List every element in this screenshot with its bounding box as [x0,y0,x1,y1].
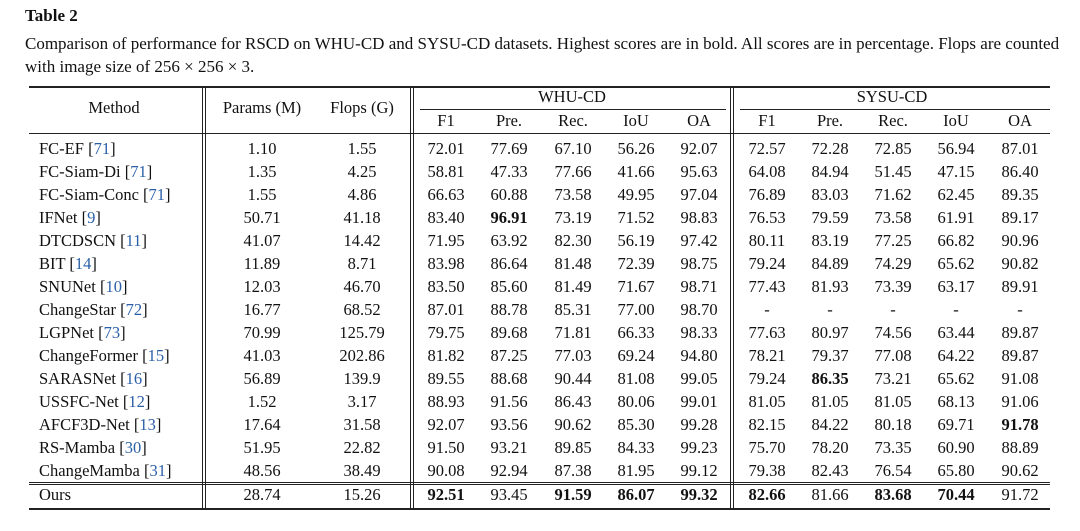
row-sysu-value: 88.89 [1001,438,1039,457]
ours-rule-1 [29,482,1050,483]
row-whu-value: 99.12 [680,461,718,480]
row-params: 28.74 [243,485,281,504]
header-whu-oa: OA [687,111,711,130]
row-whu-value: 98.33 [680,323,718,342]
row-whu-value: 86.43 [554,392,592,411]
row-params: 48.56 [243,461,281,480]
header-sysu-f1: F1 [758,111,776,130]
row-method: RS-Mamba [30] [39,438,147,457]
row-method: FC-Siam-Conc [71] [39,185,171,204]
row-flops: 4.25 [347,162,377,181]
row-sysu-value: 64.08 [748,162,786,181]
row-whu-value: 87.25 [490,346,528,365]
row-whu-value: 67.10 [554,139,592,158]
row-sysu-value: 51.45 [874,162,912,181]
row-whu-value: 98.70 [680,300,718,319]
row-whu-value: 83.50 [427,277,465,296]
row-sysu-value: 81.66 [811,485,849,504]
row-sysu-value: 47.15 [937,162,975,181]
row-method: USSFC-Net [12] [39,392,151,411]
row-whu-value: 99.01 [680,392,718,411]
row-whu-value: 90.62 [554,415,592,434]
row-sysu-value: 79.38 [748,461,786,480]
row-sysu-value: 83.19 [811,231,849,250]
row-sysu-value: 80.97 [811,323,849,342]
row-whu-value: 94.80 [680,346,718,365]
row-sysu-value: 82.15 [748,415,786,434]
row-params: 1.55 [247,185,277,204]
row-whu-value: 98.71 [680,277,718,296]
citation-link[interactable]: 9 [87,208,96,227]
row-params: 1.52 [247,392,277,411]
row-params: 1.35 [247,162,277,181]
row-whu-value: 79.75 [427,323,465,342]
row-sysu-value: 81.05 [874,392,912,411]
row-whu-value: 80.06 [617,392,655,411]
header-whu-rec: Rec. [558,111,588,130]
citation-link[interactable]: 15 [147,346,165,365]
row-method: ChangeFormer [15] [39,346,170,365]
row-sysu-value: 89.91 [1001,277,1039,296]
row-whu-value: 92.94 [490,461,528,480]
row-method: FC-EF [71] [39,139,116,158]
row-sysu-value: 84.22 [811,415,849,434]
row-sysu-value: 76.54 [874,461,912,480]
row-whu-value: 77.69 [490,139,528,158]
row-sysu-value: 77.08 [874,346,912,365]
row-whu-value: 99.32 [680,485,718,504]
row-params: 17.64 [243,415,281,434]
header-group-sysu: SYSU-CD [856,87,928,106]
row-sysu-value: 89.87 [1001,323,1039,342]
row-whu-value: 92.07 [680,139,718,158]
row-sysu-value: 72.85 [874,139,912,158]
bottom-rule [29,508,1050,510]
row-whu-value: 41.66 [617,162,655,181]
row-sysu-value: 81.93 [811,277,849,296]
row-whu-value: 83.98 [427,254,465,273]
row-sysu-value: 77.43 [748,277,786,296]
header-params: Params (M) [222,98,302,117]
row-whu-value: 99.23 [680,438,718,457]
row-whu-value: 81.49 [554,277,592,296]
row-flops: 15.26 [343,485,381,504]
row-whu-value: 86.07 [617,485,655,504]
row-whu-value: 69.24 [617,346,655,365]
row-whu-value: 84.33 [617,438,655,457]
row-whu-value: 82.30 [554,231,592,250]
row-whu-value: 81.08 [617,369,655,388]
citation-link[interactable]: 71 [130,162,147,181]
row-sysu-value: 89.35 [1001,185,1039,204]
row-sysu-value: - [953,300,959,319]
row-whu-value: 66.63 [427,185,465,204]
row-flops: 1.55 [347,139,377,158]
row-sysu-value: 91.06 [1001,392,1039,411]
row-whu-value: 88.78 [490,300,528,319]
row-sysu-value: 63.17 [937,277,975,296]
row-sysu-value: 70.44 [937,485,975,504]
row-sysu-value: 81.05 [748,392,786,411]
row-sysu-value: 68.13 [937,392,975,411]
row-sysu-value: 65.62 [937,254,975,273]
row-whu-value: 97.42 [680,231,718,250]
row-whu-value: 86.64 [490,254,528,273]
header-rule [29,133,1050,134]
row-whu-value: 99.05 [680,369,718,388]
sep-3b [733,88,734,508]
row-whu-value: 87.01 [427,300,465,319]
row-flops: 46.70 [343,277,381,296]
row-params: 50.71 [243,208,281,227]
row-params: 41.03 [243,346,281,365]
row-whu-value: 71.52 [617,208,655,227]
row-whu-value: 49.95 [617,185,655,204]
row-sysu-value: 73.35 [874,438,912,457]
row-whu-value: 97.04 [680,185,718,204]
citation-link[interactable]: 11 [125,231,142,250]
citation-link[interactable]: 12 [128,392,145,411]
header-method: Method [88,98,140,117]
row-sysu-value: 66.82 [937,231,975,250]
row-whu-value: 71.67 [617,277,655,296]
row-whu-value: 72.39 [617,254,655,273]
row-sysu-value: 81.05 [811,392,849,411]
sep-3a [730,88,731,508]
citation-link[interactable]: 71 [93,139,111,158]
row-flops: 125.79 [339,323,385,342]
row-sysu-value: 84.89 [811,254,849,273]
row-sysu-value: 76.53 [748,208,786,227]
row-sysu-value: 73.58 [874,208,912,227]
row-params: 12.03 [243,277,281,296]
row-method: SARASNet [16] [39,369,148,388]
row-sysu-value: 83.68 [874,485,912,504]
row-whu-value: 89.55 [427,369,465,388]
citation-link[interactable]: 30 [124,438,142,457]
row-whu-value: 77.00 [617,300,655,319]
row-sysu-value: 71.62 [874,185,912,204]
row-whu-value: 91.56 [490,392,528,411]
table-caption: Comparison of performance for RSCD on WHU-CD and SYSU-CD datasets. Highest scores are in bold. All scores are in percentage. Flops are counted with image size of 256 × 256 × 3. [25,34,1060,76]
row-whu-value: 71.95 [427,231,465,250]
row-sysu-value: 72.57 [748,139,786,158]
row-method: LGPNet [73] [39,323,126,342]
row-sysu-value: 90.82 [1001,254,1039,273]
header-sysu-iou: IoU [943,111,969,130]
row-sysu-value: 65.80 [937,461,975,480]
header-whu-pre: Pre. [495,111,523,130]
row-sysu-value: 77.25 [874,231,912,250]
row-whu-value: 77.66 [554,162,592,181]
sep-1b [205,88,206,508]
row-whu-value: 93.45 [490,485,528,504]
row-params: 41.07 [243,231,281,250]
row-flops: 8.71 [347,254,377,273]
row-whu-value: 85.30 [617,415,655,434]
row-whu-value: 87.38 [554,461,592,480]
row-whu-value: 60.88 [490,185,528,204]
row-whu-value: 73.19 [554,208,592,227]
citation-link[interactable]: 71 [148,185,166,204]
row-whu-value: 73.58 [554,185,592,204]
row-sysu-value: 83.03 [811,185,849,204]
row-params: 16.77 [243,300,281,319]
row-sysu-value: 75.70 [748,438,786,457]
row-sysu-value: 91.72 [1001,485,1039,504]
row-whu-value: 93.56 [490,415,528,434]
row-whu-value: 90.08 [427,461,465,480]
row-flops: 4.86 [347,185,377,204]
row-whu-value: 98.75 [680,254,718,273]
row-sysu-value: 74.56 [874,323,912,342]
row-whu-value: 88.93 [427,392,465,411]
row-sysu-value: 56.94 [937,139,975,158]
table-label: Table 2 [25,6,78,25]
row-whu-value: 85.31 [554,300,592,319]
whu-group-rule [420,109,726,110]
row-sysu-value: 86.40 [1001,162,1039,181]
row-method: BIT [14] [39,254,97,273]
header-whu-iou: IoU [623,111,649,130]
sep-2b [413,88,414,508]
row-method: AFCF3D-Net [13] [39,415,162,434]
row-whu-value: 92.07 [427,415,465,434]
row-whu-value: 58.81 [427,162,465,181]
row-params: 11.89 [243,254,281,273]
row-sysu-value: 64.22 [937,346,975,365]
row-sysu-value: 63.44 [937,323,975,342]
row-whu-value: 72.01 [427,139,465,158]
row-method: IFNet [9] [39,208,101,227]
row-sysu-value: 78.21 [748,346,786,365]
row-whu-value: 91.50 [427,438,465,457]
row-whu-value: 95.63 [680,162,718,181]
row-whu-value: 81.48 [554,254,592,273]
row-flops: 14.42 [343,231,381,250]
row-sysu-value: 90.62 [1001,461,1039,480]
header-whu-f1: F1 [437,111,455,130]
row-method: DTCDSCN [11] [39,231,148,250]
row-sysu-value: 87.01 [1001,139,1039,158]
row-whu-value: 81.82 [427,346,465,365]
row-flops: 41.18 [343,208,381,227]
row-sysu-value: 82.43 [811,461,849,480]
row-sysu-value: 65.62 [937,369,975,388]
row-whu-value: 88.68 [490,369,528,388]
row-flops: 202.86 [339,346,385,365]
row-sysu-value: 61.91 [937,208,975,227]
row-sysu-value: 79.37 [811,346,849,365]
row-sysu-value: - [764,300,770,319]
citation-link[interactable]: 13 [139,415,156,434]
row-flops: 31.58 [343,415,381,434]
row-sysu-value: 84.94 [811,162,849,181]
row-sysu-value: 79.24 [748,254,786,273]
row-whu-value: 71.81 [554,323,592,342]
row-whu-value: 91.59 [554,485,592,504]
row-flops: 38.49 [343,461,381,480]
row-sysu-value: 79.59 [811,208,849,227]
row-whu-value: 89.85 [554,438,592,457]
row-sysu-value: 82.66 [748,485,786,504]
row-method: Ours [39,485,72,504]
row-params: 51.95 [243,438,281,457]
row-whu-value: 90.44 [554,369,592,388]
row-sysu-value: 89.17 [1001,208,1039,227]
sysu-group-rule [740,109,1050,110]
sep-1a [202,88,203,508]
row-sysu-value: 76.89 [748,185,786,204]
row-sysu-value: 79.24 [748,369,786,388]
row-sysu-value: 72.28 [811,139,849,158]
header-flops: Flops (G) [330,98,394,117]
row-whu-value: 47.33 [490,162,528,181]
row-method: ChangeMamba [31] [39,461,172,480]
row-params: 1.10 [247,139,277,158]
row-sysu-value: 91.78 [1001,415,1039,434]
citation-link[interactable]: 16 [125,369,143,388]
row-sysu-value: - [827,300,833,319]
row-whu-value: 56.26 [617,139,655,158]
row-whu-value: 96.91 [490,208,528,227]
row-sysu-value: 86.35 [811,369,849,388]
row-whu-value: 63.92 [490,231,528,250]
row-sysu-value: 78.20 [811,438,849,457]
citation-link[interactable]: 73 [103,323,121,342]
row-sysu-value: 91.08 [1001,369,1039,388]
row-whu-value: 81.95 [617,461,655,480]
row-sysu-value: 80.18 [874,415,912,434]
row-whu-value: 89.68 [490,323,528,342]
row-sysu-value: - [1017,300,1023,319]
row-sysu-value: 69.71 [937,415,975,434]
row-whu-value: 56.19 [617,231,655,250]
row-whu-value: 98.83 [680,208,718,227]
header-group-whu: WHU-CD [538,87,606,106]
row-method: SNUNet [10] [39,277,128,296]
row-whu-value: 99.28 [680,415,718,434]
header-sysu-rec: Rec. [878,111,908,130]
row-method: FC-Siam-Di [71] [39,162,153,181]
row-sysu-value: 73.21 [874,369,912,388]
row-flops: 22.82 [343,438,381,457]
row-whu-value: 92.51 [427,485,465,504]
citation-link[interactable]: 72 [125,300,143,319]
row-whu-value: 93.21 [490,438,528,457]
row-params: 56.89 [243,369,281,388]
citation-link[interactable]: 31 [149,461,166,480]
row-sysu-value: 80.11 [748,231,786,250]
row-flops: 68.52 [343,300,381,319]
row-params: 70.99 [243,323,281,342]
row-sysu-value: - [890,300,896,319]
row-flops: 3.17 [347,392,377,411]
row-whu-value: 85.60 [490,277,528,296]
row-flops: 139.9 [343,369,381,388]
header-sysu-oa: OA [1008,111,1032,130]
row-whu-value: 83.40 [427,208,465,227]
row-whu-value: 66.33 [617,323,655,342]
row-sysu-value: 60.90 [937,438,975,457]
citation-link[interactable]: 10 [105,277,122,296]
citation-link[interactable]: 14 [74,254,92,273]
row-sysu-value: 73.39 [874,277,912,296]
row-whu-value: 77.03 [554,346,592,365]
row-sysu-value: 90.96 [1001,231,1039,250]
sep-2a [410,88,411,508]
header-sysu-pre: Pre. [816,111,844,130]
row-sysu-value: 74.29 [874,254,912,273]
row-sysu-value: 62.45 [937,185,975,204]
row-sysu-value: 77.63 [748,323,786,342]
row-sysu-value: 89.87 [1001,346,1039,365]
row-method: ChangeStar [72] [39,300,148,319]
